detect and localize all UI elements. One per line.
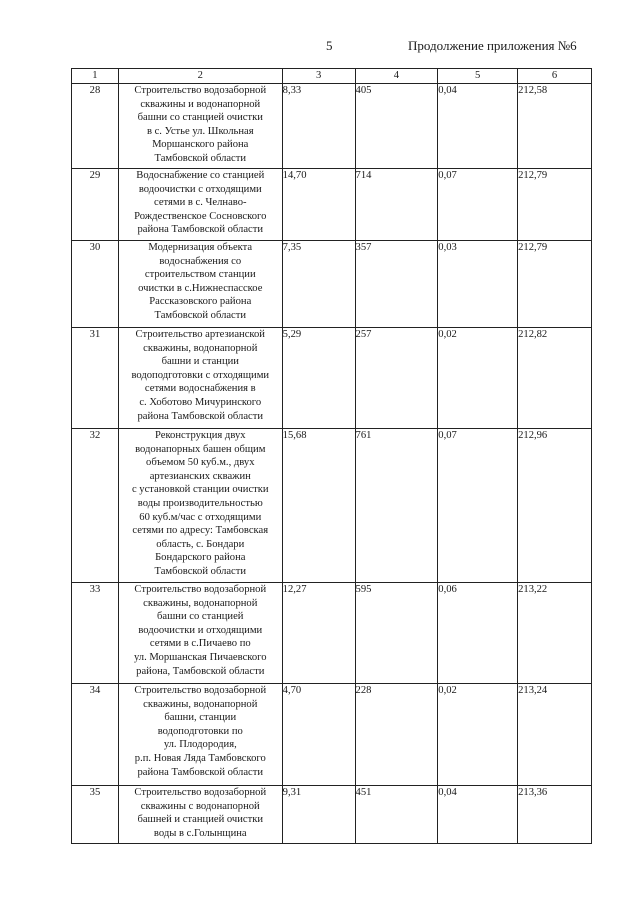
data-table <box>71 68 592 844</box>
object-name-line: водоочистки и отходящими <box>138 624 263 636</box>
row-number: 29 <box>72 169 119 241</box>
object-name-cell <box>118 84 282 169</box>
object-name-line: башни, станции <box>164 712 237 724</box>
column-6-value: 213,22 <box>518 583 592 684</box>
column-header: 1 <box>72 69 119 84</box>
row-number: 31 <box>72 328 119 429</box>
column-4-value: 405 <box>355 84 438 169</box>
object-name-line: сетями в с.Пичаево по <box>149 638 251 650</box>
column-6-value: 212,79 <box>518 241 592 328</box>
column-3-value: 4,70 <box>282 684 355 786</box>
object-name-line: сетями в с. Челнаво- <box>153 197 247 209</box>
object-name-line: водоснабжения со <box>159 255 242 267</box>
object-name-line: область, с. Бондари <box>156 538 245 550</box>
object-name-line: Строительство артезианской <box>135 329 265 340</box>
object-name-line: воды в с.Голынщина <box>153 827 247 839</box>
table-row <box>72 583 592 684</box>
column-6-value: 213,36 <box>518 786 592 844</box>
object-name-line: Строительство водозаборной <box>134 787 267 798</box>
object-name-cell <box>118 429 282 583</box>
column-3-value: 14,70 <box>282 169 355 241</box>
table-row <box>72 429 592 583</box>
column-5-value: 0,03 <box>438 241 518 328</box>
column-5-value: 0,07 <box>438 169 518 241</box>
column-header: 4 <box>355 69 438 84</box>
column-header: 5 <box>438 69 518 84</box>
column-4-value: 761 <box>355 429 438 583</box>
object-name-line: скважины, водонапорной <box>143 342 258 354</box>
object-name-line: водоподготовки с отходящими <box>131 369 270 381</box>
column-4-value: 451 <box>355 786 438 844</box>
object-name-line: Строительство водозаборной <box>134 685 267 696</box>
table-row <box>72 84 592 169</box>
object-name-cell <box>118 684 282 786</box>
object-name-line: скважины и водонапорной <box>140 98 261 110</box>
table-row <box>72 241 592 328</box>
column-6-value: 213,24 <box>518 684 592 786</box>
object-name-line: Рассказовского района <box>149 296 252 308</box>
object-name-line: района Тамбовской области <box>137 410 264 422</box>
object-name-line: Тамбовской области <box>154 152 247 164</box>
object-name-line: Рождественское Сосновского <box>134 210 267 222</box>
object-name-line: Бондарского района <box>155 552 246 564</box>
column-5-value: 0,02 <box>438 684 518 786</box>
column-3-value: 12,27 <box>282 583 355 684</box>
object-name-line: скважины с водонапорной <box>140 800 260 812</box>
object-name-line: скважины, водонапорной <box>143 698 258 710</box>
column-4-value: 257 <box>355 328 438 429</box>
object-name-line: очистки в с.Нижнеспасское <box>138 282 263 294</box>
object-name-cell <box>118 241 282 328</box>
object-name-line: Модернизация объекта <box>148 242 253 253</box>
table-row <box>72 786 592 844</box>
object-name-line: Тамбовской области <box>154 309 247 321</box>
column-3-value: 15,68 <box>282 429 355 583</box>
object-name-line: Водоснабжение со станцией <box>136 170 265 181</box>
column-5-value: 0,06 <box>438 583 518 684</box>
object-name-line: башни со станцией очистки <box>137 112 263 124</box>
column-3-value: 9,31 <box>282 786 355 844</box>
column-4-value: 714 <box>355 169 438 241</box>
object-name-line: района, Тамбовской области <box>136 665 265 677</box>
column-3-value: 7,35 <box>282 241 355 328</box>
table-row <box>72 684 592 786</box>
object-name-line: водонапорных башен общим <box>135 443 266 455</box>
object-name-cell <box>118 169 282 241</box>
column-3-value: 5,29 <box>282 328 355 429</box>
object-name-line: сетями водоснабжения в <box>144 383 256 395</box>
column-5-value: 0,02 <box>438 328 518 429</box>
object-name-line: р.п. Новая Ляда Тамбовского <box>134 752 266 764</box>
object-name-line: ул. Плодородия, <box>163 739 237 751</box>
object-name-line: района Тамбовской области <box>137 224 264 236</box>
column-4-value: 357 <box>355 241 438 328</box>
column-4-value: 595 <box>355 583 438 684</box>
object-name-line: Строительство водозаборной <box>134 584 267 595</box>
row-number: 30 <box>72 241 119 328</box>
object-name-line: артезианских скважин <box>149 470 251 482</box>
object-name-line: с. Хоботово Мичуринского <box>139 396 262 408</box>
row-number: 28 <box>72 84 119 169</box>
page-number: 5 <box>326 38 333 53</box>
object-name-line: Строительство водозаборной <box>134 85 267 96</box>
object-name-line: сетями по адресу: Тамбовская <box>132 525 269 537</box>
appendix-continuation-title: Продолжение приложения №6 <box>408 38 577 53</box>
column-6-value: 212,82 <box>518 328 592 429</box>
column-6-value: 212,79 <box>518 169 592 241</box>
object-name-cell <box>118 328 282 429</box>
object-name-line: Тамбовской области <box>154 565 247 577</box>
object-name-cell <box>118 583 282 684</box>
object-name-line: Моршанского района <box>152 139 249 151</box>
object-name-line: Реконструкция двух <box>154 430 246 441</box>
object-name-line: строительством станции <box>144 269 256 281</box>
table-row <box>72 328 592 429</box>
column-6-value: 212,58 <box>518 84 592 169</box>
column-5-value: 0,07 <box>438 429 518 583</box>
object-name-line: башни со станцией <box>157 611 244 623</box>
object-name-line: водоочистки с отходящими <box>138 183 262 195</box>
column-4-value: 228 <box>355 684 438 786</box>
object-name-line: скважины, водонапорной <box>143 597 258 609</box>
table-header-row <box>72 69 592 84</box>
object-name-line: башней и станцией очистки <box>137 814 264 826</box>
object-name-line: башни и станции <box>161 356 239 368</box>
object-name-line: объемом 50 куб.м., двух <box>146 457 255 469</box>
object-name-line: воды производительностью <box>137 497 263 509</box>
row-number: 34 <box>72 684 119 786</box>
row-number: 33 <box>72 583 119 684</box>
column-3-value: 8,33 <box>282 84 355 169</box>
row-number: 32 <box>72 429 119 583</box>
row-number: 35 <box>72 786 119 844</box>
object-name-cell <box>118 786 282 844</box>
column-5-value: 0,04 <box>438 786 518 844</box>
column-header: 2 <box>118 69 282 84</box>
object-name-line: ул. Моршанская Пичаевского <box>133 651 267 663</box>
column-5-value: 0,04 <box>438 84 518 169</box>
object-name-line: 60 куб.м/час с отходящими <box>139 511 262 523</box>
column-header: 6 <box>518 69 592 84</box>
column-header: 3 <box>282 69 355 84</box>
column-6-value: 212,96 <box>518 429 592 583</box>
object-name-line: водоподготовки по <box>157 725 243 737</box>
object-name-line: с установкой станции очистки <box>131 484 269 496</box>
object-name-line: района Тамбовской области <box>137 766 264 778</box>
table-row <box>72 169 592 241</box>
object-name-line: в с. Устье ул. Школьная <box>146 125 254 137</box>
